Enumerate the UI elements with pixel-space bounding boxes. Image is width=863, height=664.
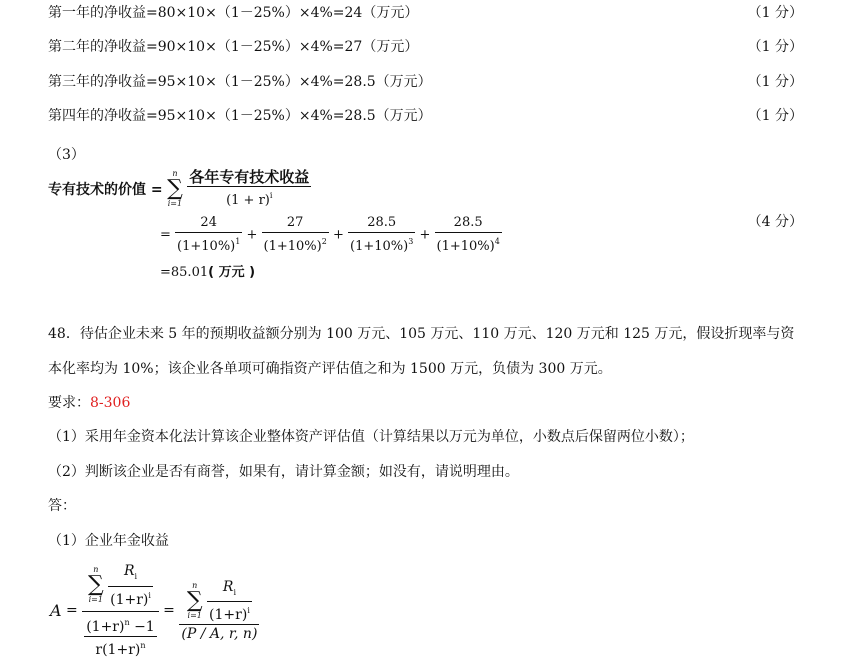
question-line-1: 48．待估企业未来 5 年的预期收益额分别为 100 万元、105 万元、110 万元、120 万元和 125 万元，假设折现率与资 xyxy=(48,326,795,342)
income-row-text: 第二年的净收益=90×10×（1－25%）×4%=27（万元） xyxy=(48,39,419,55)
score-label: （1 分） xyxy=(747,5,803,21)
question-line-2: 本化率均为 10%；该企业各单项可确指资产评估值之和为 1500 万元，负债为 300 万元。 xyxy=(48,361,612,377)
annuity-main-fraction: n ∑ i=1 $\frac{R_i}{(1+r)^i}$ $\frac{(1+r)^n -1}{r(1+r)^n}$ xyxy=(82,562,159,659)
requirement-2: （2）判断该企业是否有商誉，如果有，请计算金额；如没有，请说明理由。 xyxy=(48,464,519,480)
sigma-symbol: n ∑ i=1 xyxy=(186,580,203,620)
value-expansion: = $\frac{24}{(1+10\%)^1}$ + $\frac{27}{(1+10\%)^2}$ + $\frac{28.5}{(1+10\%)^3}$ + $\frac{28.5}{(1+10\%)^4}$ xyxy=(160,215,500,254)
term-fraction: $\frac{27}{(1+10\%)^2}$ xyxy=(263,215,327,254)
part3-label: （3） xyxy=(48,147,85,163)
answer-1: （1）企业年金收益 xyxy=(48,533,169,549)
term-fraction: $\frac{28.5}{(1+10\%)^3}$ xyxy=(350,215,414,254)
annuity-formula: A = n ∑ i=1 $\frac{R_i}{(1+r)^i}$ $\frac{(1+r)^n -1}{r(1+r)^n}$ = n ∑ i=1 $\frac{R_i}{(1+r)^i}$ (P / A, r, n) xyxy=(50,563,258,658)
score-label: （1 分） xyxy=(747,39,803,55)
score-label: （4 分） xyxy=(747,214,803,230)
requirement-ref: 8-306 xyxy=(90,395,131,411)
income-row-text: 第四年的净收益=95×10×（1－25%）×4%=28.5（万元） xyxy=(48,108,432,124)
value-formula-lhs: 专有技术的价值 = xyxy=(48,182,163,198)
value-formula xyxy=(48,168,311,210)
sigma-symbol: n ∑ i=1 xyxy=(87,565,104,605)
income-row-text: 第一年的净收益=80×10×（1－25%）×4%=24（万元） xyxy=(48,5,419,21)
sigma-symbol: n ∑ i=1 xyxy=(167,169,183,208)
term-fraction: $\frac{28.5}{(1+10\%)^4}$ xyxy=(436,215,500,254)
answer-label: 答： xyxy=(48,498,76,514)
requirement-line: 要求：8-306 xyxy=(48,395,131,411)
score-label: （1 分） xyxy=(747,108,803,124)
score-label: （1 分） xyxy=(747,74,803,90)
term-fraction: $\frac{24}{(1+10\%)^1}$ xyxy=(177,215,241,254)
value-result: =85.01( 万元 ) xyxy=(160,265,256,280)
annuity-pa-fraction: n ∑ i=1 $\frac{R_i}{(1+r)^i}$ (P / A, r, n) xyxy=(181,578,258,643)
income-row-text: 第三年的净收益=95×10×（1－25%）×4%=28.5（万元） xyxy=(48,74,432,90)
requirement-1: （1）采用年金资本化法计算该企业整体资产评估值（计算结果以万元为单位，小数点后保留两位小数）； xyxy=(48,429,694,445)
value-formula-fraction: $\frac{\text{各年专有技术收益}}{(1 + r)^i}$ xyxy=(189,168,310,208)
